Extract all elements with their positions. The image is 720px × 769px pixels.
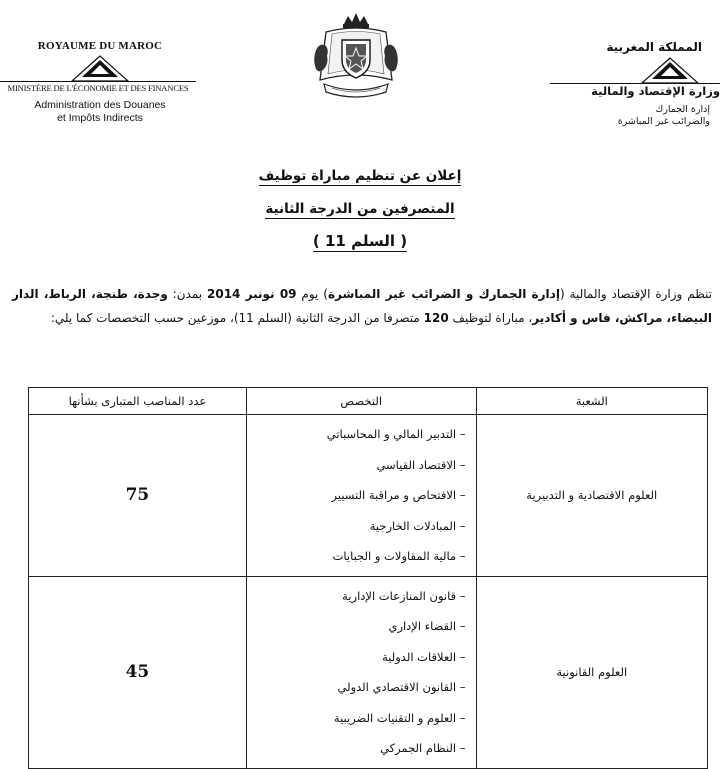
administration-line-1: Administration des Douanes: [34, 99, 166, 111]
table-row: [29, 415, 708, 577]
positions-cell: 45: [29, 576, 247, 768]
column-header-specialty: التخصص: [246, 388, 476, 415]
administration-name-french: [0, 99, 200, 125]
ministry-name-arabic: وزارة الإقتصاد والمالية: [550, 83, 720, 98]
kingdom-name-french: ROYAUME DU MAROC: [37, 40, 163, 52]
list-item: – الافتحاص و مراقبة التسيير: [247, 480, 466, 511]
header-french: [0, 40, 200, 125]
administration-name-arabic: [540, 104, 720, 128]
list-item: – الاقتصاد القياسي: [247, 450, 466, 481]
positions-total: 120: [423, 311, 449, 325]
list-item: – قانون المنازعات الإدارية: [247, 581, 466, 612]
list-item: – القضاء الإداري: [247, 611, 466, 642]
specialty-list: [247, 581, 466, 764]
branch-cell: العلوم القانونية: [476, 576, 707, 768]
positions-cell: 75: [29, 415, 247, 577]
list-item: – المبادلات الخارجية: [247, 511, 466, 542]
header-arabic: [540, 40, 720, 128]
table-row: [29, 576, 708, 768]
kingdom-name-arabic: المملكة المغربية: [606, 40, 702, 54]
specialty-list: [247, 419, 466, 572]
list-item: – العلوم و التقنيات الضريبية: [247, 703, 466, 734]
customs-logo-icon: [70, 55, 130, 81]
column-header-branch: الشعبة: [476, 388, 707, 415]
table-header-row: [29, 388, 708, 415]
customs-logo-icon: [640, 57, 700, 83]
list-item: – مالية المقاولات و الجبايات: [247, 541, 466, 572]
administration-line-2: والضرائب غير المباشرة: [617, 116, 710, 127]
announcement-paragraph: تنظم وزارة الإقتصاد والمالية (إدارة الجمارك و الضرائب غير المباشرة) يوم 09 نونبر 2014 بمدن: وجدة، طنجة، الرباط، الدار البيضاء، مراكش، فاس و أكادير، مباراة لتوظيف 120 متصرفا من الدرجة الثانية (السلم 11)، موزعين حسب التخصصات كما يلي:: [12, 287, 712, 325]
list-item: – التدبير المالي و المحاسباتي: [247, 419, 466, 450]
administration-line-1: إدارة الجمارك: [655, 104, 710, 115]
specialty-cell: [246, 576, 476, 768]
organization-name: إدارة الجمارك و الضرائب غير المباشرة: [327, 287, 560, 301]
positions-table: [28, 387, 708, 769]
list-item: – العلاقات الدولية: [247, 642, 466, 673]
exam-cities: وجدة، طنجة، الرباط، الدار البيضاء، مراكش، فاس و أكادير: [12, 287, 712, 325]
announcement-subtitle: المتصرفين من الدرجة الثانية: [265, 201, 455, 217]
administration-line-2: et Impôts Indirects: [57, 112, 143, 124]
specialty-cell: [246, 415, 476, 577]
grade-scale-title: ( السلم 11 ): [312, 232, 408, 250]
list-item: – النظام الجمركي: [247, 733, 466, 764]
branch-cell: العلوم الاقتصادية و التدبيرية: [476, 415, 707, 577]
column-header-positions: عدد المناصب المتبارى بشأنها: [29, 388, 247, 415]
exam-date: 09 نونبر 2014: [207, 287, 297, 301]
royal-coat-of-arms-icon: [306, 10, 406, 102]
announcement-title: إعلان عن تنظيم مباراة توظيف: [258, 168, 462, 184]
list-item: – القانون الاقتصادي الدولي: [247, 672, 466, 703]
ministry-name-french: MINISTÈRE DE L'ÉCONOMIE ET DES FINANCES: [0, 81, 196, 93]
